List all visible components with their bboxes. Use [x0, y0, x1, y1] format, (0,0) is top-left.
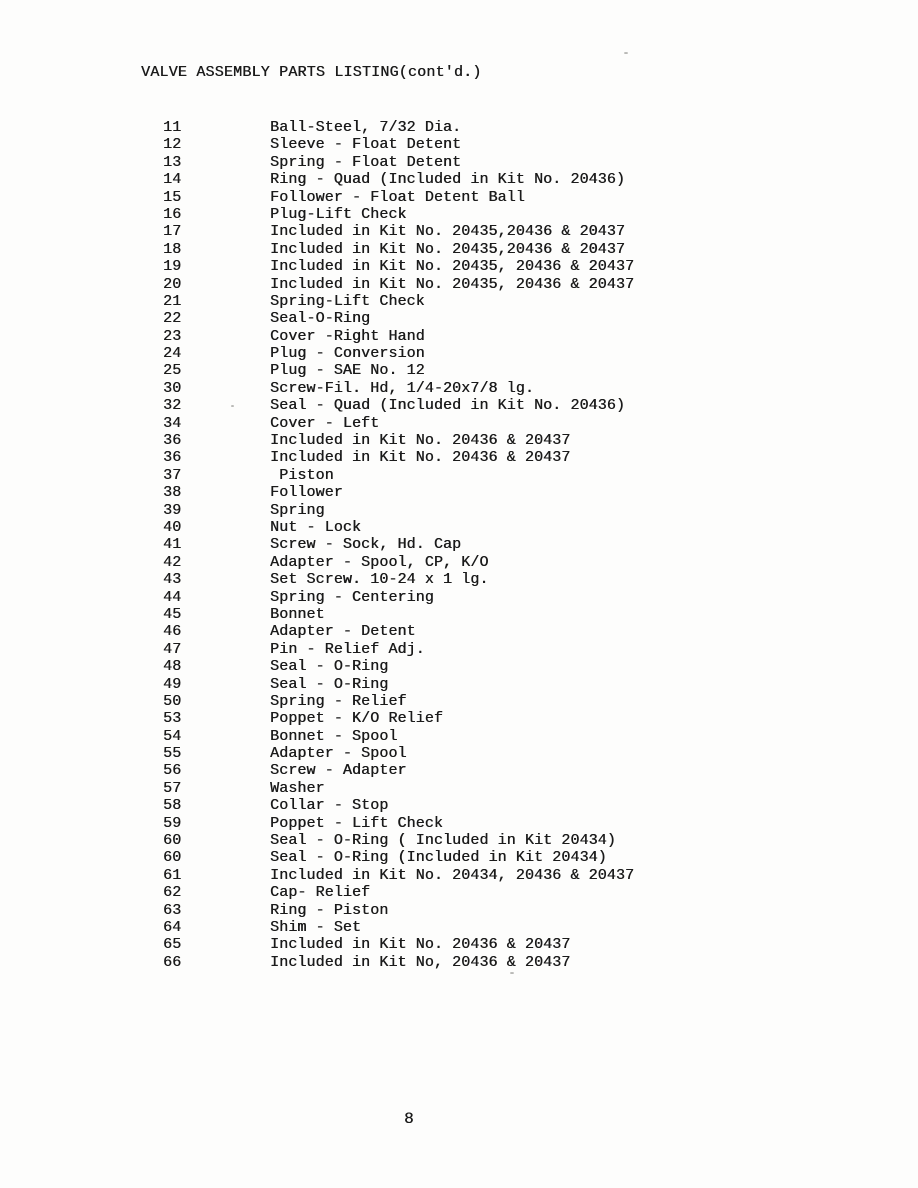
list-item — [163, 693, 783, 710]
part-number: 57 — [163, 779, 182, 797]
part-number: 13 — [163, 153, 182, 171]
part-description: Ring - Quad (Included in Kit No. 20436) — [270, 171, 625, 189]
part-description: Nut - Lock — [270, 518, 362, 536]
part-description: Spring-Lift Check — [270, 292, 425, 310]
part-number: 43 — [163, 571, 182, 589]
list-item — [163, 780, 783, 797]
part-description: Spring - Relief — [270, 692, 407, 710]
part-number: 11 — [163, 119, 182, 136]
list-item — [163, 728, 783, 745]
list-item — [163, 867, 783, 884]
part-number: 17 — [163, 223, 182, 241]
part-description: Pin - Relief Adj. — [270, 640, 425, 658]
part-description: Cover -Right Hand — [270, 327, 425, 345]
page-number: 8 — [404, 1110, 414, 1128]
part-number: 18 — [163, 240, 182, 258]
part-description: Spring - Centering — [270, 588, 434, 606]
scan-artifact — [231, 405, 234, 407]
list-item — [163, 223, 783, 240]
part-number: 63 — [163, 901, 182, 919]
list-item — [163, 936, 783, 953]
part-description: Seal - O-Ring — [270, 658, 389, 676]
part-number: 41 — [163, 536, 182, 554]
part-number: 58 — [163, 797, 182, 815]
part-description: Seal - O-Ring (Included in Kit 20434) — [270, 849, 607, 867]
part-number: 30 — [163, 379, 182, 397]
list-item — [163, 345, 783, 362]
list-item — [163, 241, 783, 258]
part-description: Adapter - Detent — [270, 623, 416, 641]
list-item — [163, 762, 783, 779]
list-item — [163, 415, 783, 432]
list-item — [163, 258, 783, 275]
scan-artifact — [510, 972, 514, 974]
part-number: 44 — [163, 588, 182, 606]
scan-artifact — [624, 52, 628, 54]
part-number: 42 — [163, 553, 182, 571]
list-item — [163, 745, 783, 762]
part-description: Piston — [270, 466, 334, 484]
list-item — [163, 119, 783, 136]
part-number: 65 — [163, 936, 182, 954]
part-number: 38 — [163, 484, 182, 502]
list-item — [163, 449, 783, 466]
part-description: Seal - O-Ring — [270, 675, 389, 693]
part-description: Plug-Lift Check — [270, 205, 407, 223]
part-description: Ring - Piston — [270, 901, 389, 919]
list-item — [163, 502, 783, 519]
part-number: 36 — [163, 449, 182, 467]
part-number: 24 — [163, 345, 182, 363]
part-description: Included in Kit No. 20436 & 20437 — [270, 936, 571, 954]
list-item — [163, 954, 783, 971]
list-item — [163, 815, 783, 832]
part-description: Included in Kit No, 20436 & 20437 — [270, 953, 571, 971]
part-description: Shim - Set — [270, 918, 362, 936]
part-number: 47 — [163, 640, 182, 658]
part-number: 49 — [163, 675, 182, 693]
part-number: 48 — [163, 658, 182, 676]
list-item — [163, 606, 783, 623]
part-description: Included in Kit No. 20434, 20436 & 20437 — [270, 866, 635, 884]
part-number: 22 — [163, 310, 182, 328]
part-description: Included in Kit No. 20435,20436 & 20437 — [270, 240, 625, 258]
list-item — [163, 484, 783, 501]
part-description: Follower - Float Detent Ball — [270, 188, 525, 206]
list-item — [163, 658, 783, 675]
list-item — [163, 328, 783, 345]
part-description: Cap- Relief — [270, 884, 371, 902]
part-number: 32 — [163, 397, 182, 415]
part-number: 59 — [163, 814, 182, 832]
part-number: 39 — [163, 501, 182, 519]
list-item — [163, 154, 783, 171]
part-description: Poppet - K/O Relief — [270, 710, 443, 728]
part-description: Collar - Stop — [270, 797, 389, 815]
part-number: 12 — [163, 136, 182, 154]
part-description: Included in Kit No. 20435,20436 & 20437 — [270, 223, 625, 241]
list-item — [163, 293, 783, 310]
list-item — [163, 189, 783, 206]
part-description: Included in Kit No. 20435, 20436 & 20437 — [270, 258, 635, 276]
part-number: 61 — [163, 866, 182, 884]
list-item — [163, 554, 783, 571]
part-description: Screw - Adapter — [270, 762, 407, 780]
part-number: 55 — [163, 745, 182, 763]
list-item — [163, 276, 783, 293]
part-description: Screw-Fil. Hd, 1/4-20x7/8 lg. — [270, 379, 534, 397]
part-number: 21 — [163, 292, 182, 310]
part-number: 40 — [163, 518, 182, 536]
part-description: Seal - Quad (Included in Kit No. 20436) — [270, 397, 625, 415]
list-item — [163, 397, 783, 414]
part-description: Adapter - Spool — [270, 745, 407, 763]
part-number: 25 — [163, 362, 182, 380]
list-item — [163, 919, 783, 936]
part-number: 45 — [163, 605, 182, 623]
part-number: 19 — [163, 258, 182, 276]
part-description: Ball-Steel, 7/32 Dia. — [270, 119, 462, 136]
list-item — [163, 362, 783, 379]
part-description: Plug - SAE No. 12 — [270, 362, 425, 380]
part-number: 34 — [163, 414, 182, 432]
part-number: 54 — [163, 727, 182, 745]
part-number: 50 — [163, 692, 182, 710]
list-item — [163, 902, 783, 919]
part-description: Sleeve - Float Detent — [270, 136, 462, 154]
part-description: Washer — [270, 779, 325, 797]
part-description: Included in Kit No. 20435, 20436 & 20437 — [270, 275, 635, 293]
part-number: 66 — [163, 953, 182, 971]
part-description: Adapter - Spool, CP, K/O — [270, 553, 489, 571]
list-item — [163, 171, 783, 188]
list-item — [163, 641, 783, 658]
part-description: Cover - Left — [270, 414, 380, 432]
part-number: 64 — [163, 918, 182, 936]
parts-list — [163, 119, 783, 971]
list-item — [163, 884, 783, 901]
part-number: 14 — [163, 171, 182, 189]
part-description: Included in Kit No. 20436 & 20437 — [270, 449, 571, 467]
part-number: 60 — [163, 832, 182, 850]
list-item — [163, 467, 783, 484]
part-number: 46 — [163, 623, 182, 641]
list-item — [163, 136, 783, 153]
list-item — [163, 380, 783, 397]
part-number: 62 — [163, 884, 182, 902]
part-description: Bonnet - Spool — [270, 727, 398, 745]
part-description: Poppet - Lift Check — [270, 814, 443, 832]
list-item — [163, 432, 783, 449]
part-number: 23 — [163, 327, 182, 345]
part-description: Spring - Float Detent — [270, 153, 462, 171]
part-description: Spring — [270, 501, 325, 519]
list-item — [163, 710, 783, 727]
part-number: 20 — [163, 275, 182, 293]
list-item — [163, 676, 783, 693]
part-description: Seal - O-Ring ( Included in Kit 20434) — [270, 832, 616, 850]
part-number: 37 — [163, 466, 182, 484]
part-description: Follower — [270, 484, 343, 502]
list-item — [163, 536, 783, 553]
list-item — [163, 571, 783, 588]
list-item — [163, 589, 783, 606]
list-item — [163, 623, 783, 640]
part-number: 15 — [163, 188, 182, 206]
list-item — [163, 519, 783, 536]
part-number: 53 — [163, 710, 182, 728]
part-description: Plug - Conversion — [270, 345, 425, 363]
part-number: 36 — [163, 432, 182, 450]
list-item — [163, 832, 783, 849]
list-item — [163, 206, 783, 223]
part-number: 16 — [163, 205, 182, 223]
list-item — [163, 797, 783, 814]
list-item — [163, 310, 783, 327]
part-number: 60 — [163, 849, 182, 867]
part-description: Included in Kit No. 20436 & 20437 — [270, 432, 571, 450]
part-description: Set Screw. 10-24 x 1 lg. — [270, 571, 489, 589]
part-number: 56 — [163, 762, 182, 780]
part-description: Seal-O-Ring — [270, 310, 371, 328]
part-description: Bonnet — [270, 605, 325, 623]
page-title: VALVE ASSEMBLY PARTS LISTING(cont'd.) — [141, 64, 482, 81]
part-description: Screw - Sock, Hd. Cap — [270, 536, 462, 554]
list-item — [163, 849, 783, 866]
